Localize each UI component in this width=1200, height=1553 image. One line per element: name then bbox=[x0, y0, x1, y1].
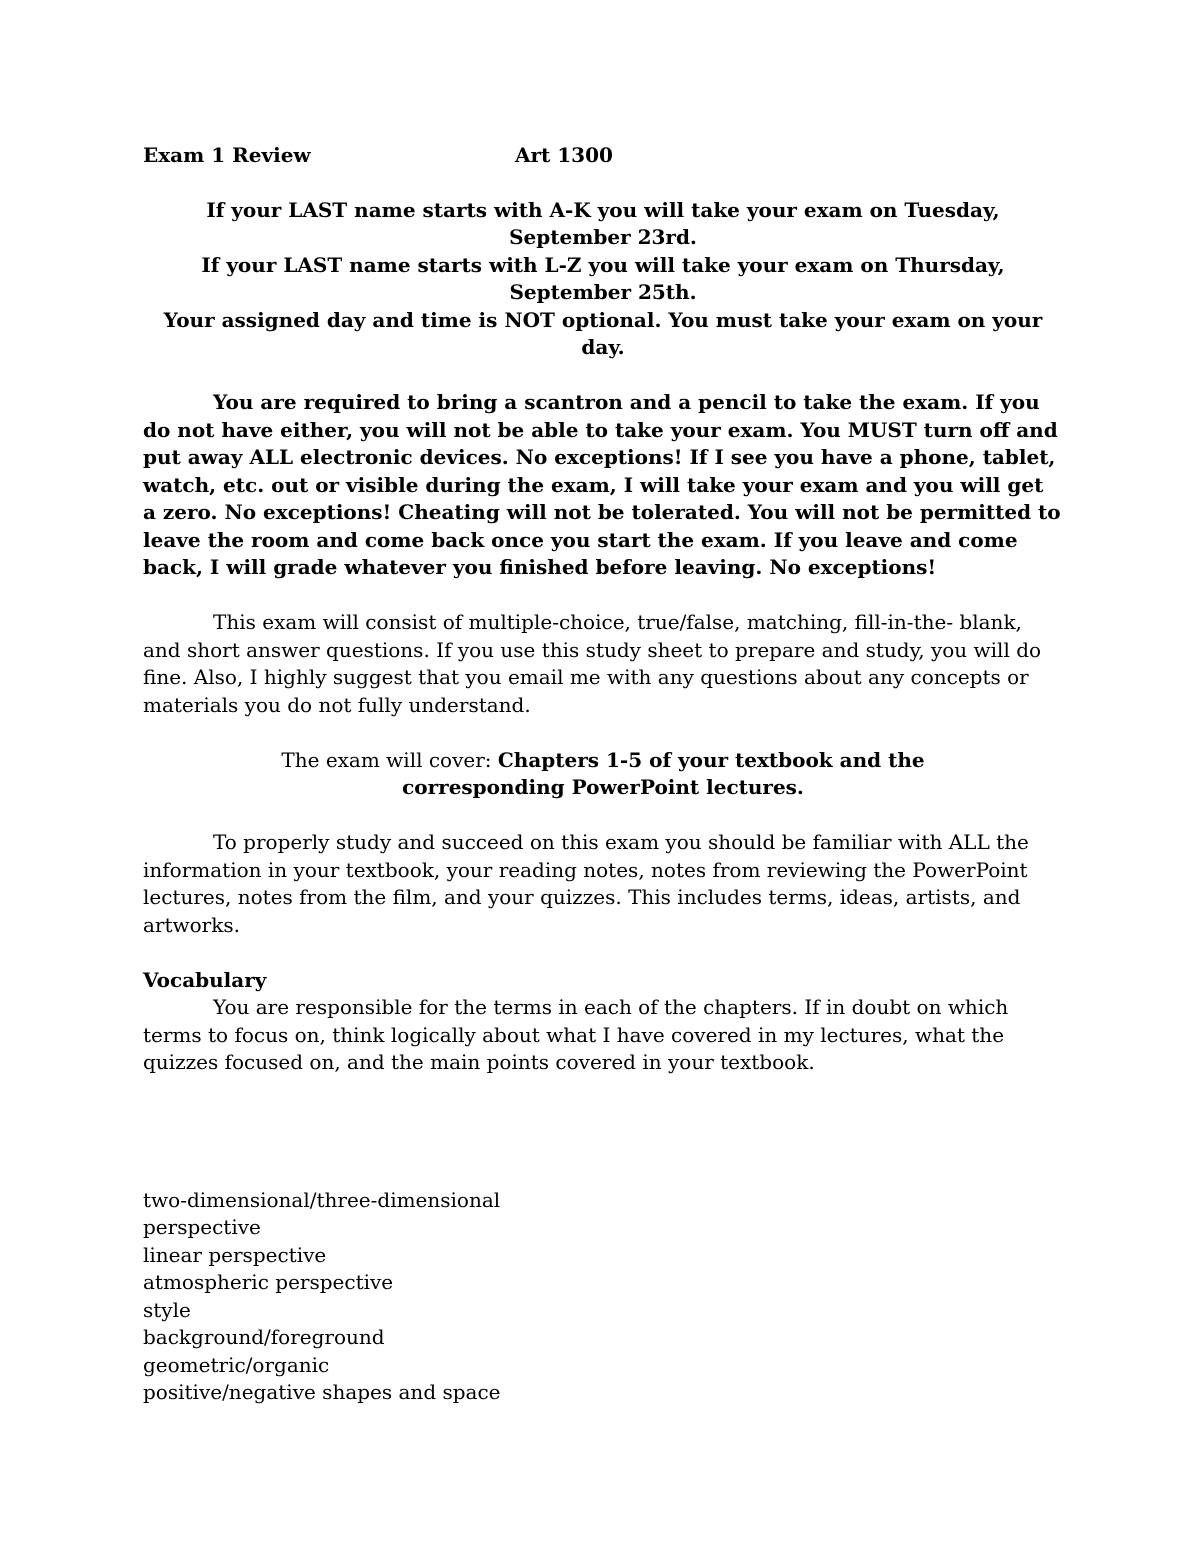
coverage-prefix: The exam will cover: bbox=[281, 747, 498, 772]
exam-rules-paragraph: You are required to bring a scantron and a pencil to take the exam. If you do not have either, you will not be able to take your exam. You MUST turn off and put away ALL electronic devices. No exceptions! If I see you have a phone, tablet, watch, etc. out or visible during the exam, I will take your exam and you will get a zero. No exceptions! Cheating will not be tolerated. You will not be permitted to leave the room and come back once you start the exam. If you leave and come back, I will grade whatever you finished before leaving. No exceptions! bbox=[143, 390, 1061, 579]
schedule-line-a-k: If your LAST name starts with A-K you will take your exam on Tuesday, September 23rd. bbox=[206, 197, 1000, 249]
course-name: Art 1300 bbox=[515, 143, 613, 167]
vocabulary-heading: Vocabulary bbox=[143, 967, 267, 992]
exam-coverage bbox=[143, 747, 1063, 802]
document-header bbox=[143, 142, 1063, 170]
spacer bbox=[143, 582, 1063, 610]
schedule-line-mandatory: Your assigned day and time is NOT optional. You must take your exam on your day. bbox=[163, 307, 1043, 359]
exam-title: Exam 1 Review bbox=[143, 143, 311, 167]
spacer bbox=[143, 362, 1063, 390]
document-page bbox=[143, 142, 1063, 1407]
exam-schedule-notice bbox=[143, 197, 1063, 362]
vocabulary-term: style bbox=[143, 1297, 191, 1322]
vocabulary-term: perspective bbox=[143, 1215, 261, 1239]
spacer bbox=[143, 802, 1063, 830]
schedule-line-l-z: If your LAST name starts with L-Z you will take your exam on Thursday, September 25th. bbox=[201, 252, 1005, 304]
vocabulary-term: atmospheric perspective bbox=[143, 1270, 394, 1294]
study-paragraph: To properly study and succeed on this exam you should be familiar with ALL the information in your textbook, your reading notes, notes from reviewing the PowerPoint lectures, notes from the film, and your quizzes. This includes terms, ideas, artists, and artworks. bbox=[143, 830, 1029, 937]
vocabulary-term: geometric/organic bbox=[143, 1352, 330, 1377]
vocabulary-term: two-dimensional/three-dimensional bbox=[143, 1187, 501, 1212]
vocabulary-term: positive/negative shapes and space bbox=[143, 1380, 501, 1404]
spacer bbox=[143, 719, 1063, 747]
coverage-content: Chapters 1-5 of your textbook and the corresponding PowerPoint lectures. bbox=[402, 747, 925, 799]
spacer bbox=[143, 939, 1063, 967]
exam-format-paragraph: This exam will consist of multiple-choice, true/false, matching, fill-in-the- blank, and short answer questions. If you use this study sheet to prepare and study, you will do fine. Also, I highly suggest that you email me with any questions about any concepts or materials you do not fully understand. bbox=[143, 610, 1042, 717]
vocabulary-term: linear perspective bbox=[143, 1242, 327, 1267]
vocabulary-term-list bbox=[143, 1187, 1063, 1407]
vocabulary-instructions: You are responsible for the terms in each of the chapters. If in doubt on which terms to focus on, think logically about what I have covered in my lectures, what the quizzes focused on, and the main points covered in your textbook. bbox=[143, 995, 1009, 1074]
vocabulary-term: background/foreground bbox=[143, 1325, 385, 1349]
spacer bbox=[143, 1077, 1063, 1187]
